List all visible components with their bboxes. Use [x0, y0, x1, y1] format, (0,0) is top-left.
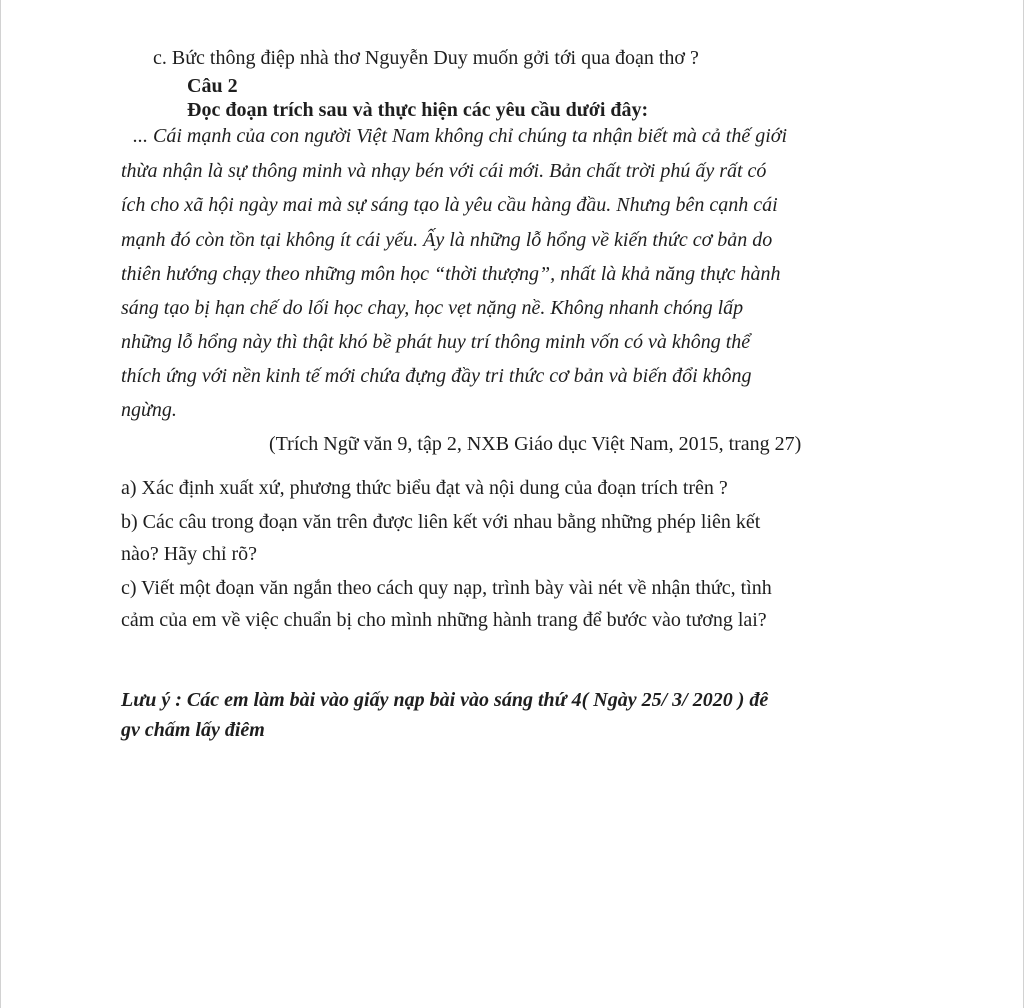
passage-line: những lỗ hổng này thì thật khó bề phát huy trí thông minh vốn có và không thể	[121, 331, 751, 353]
question-c: c) Viết một đoạn văn ngắn theo cách quy nạp, trình bày vài nét về nhận thức, tình	[121, 577, 772, 599]
question-b: b) Các câu trong đoạn văn trên được liên kết với nhau bằng những phép liên kết	[121, 511, 761, 533]
passage-line: thích ứng với nền kinh tế mới chứa đựng đầy tri thức cơ bản và biến đổi không	[121, 365, 752, 387]
question-c-continued: cảm của em về việc chuẩn bị cho mình những hành trang để bước vào tương lai?	[121, 609, 767, 631]
passage-line: ... Cái mạnh của con người Việt Nam không chỉ chúng ta nhận biết mà cả thế giới	[133, 125, 788, 147]
question-heading: Câu 2	[187, 75, 238, 97]
passage-line: ngừng.	[121, 399, 177, 421]
passage-line: ích cho xã hội ngày mai mà sự sáng tạo là yêu cầu hàng đầu. Nhưng bên cạnh cái	[121, 194, 778, 216]
question-a: a) Xác định xuất xứ, phương thức biểu đạt và nội dung của đoạn trích trên ?	[121, 477, 728, 499]
passage-line: sáng tạo bị hạn chế do lối học chay, học vẹt nặng nề. Không nhanh chóng lấp	[121, 297, 744, 319]
passage-line: mạnh đó còn tồn tại không ít cái yếu. Ấy là những lỗ hổng về kiến thức cơ bản do	[121, 229, 773, 251]
citation: (Trích Ngữ văn 9, tập 2, NXB Giáo dục Việt Nam, 2015, trang 27)	[269, 433, 802, 455]
passage-line: thiên hướng chạy theo những môn học “thời thượng”, nhất là khả năng thực hành	[121, 263, 781, 285]
passage-line: thừa nhận là sự thông minh và nhạy bén với cái mới. Bản chất trời phú ấy rất có	[121, 160, 767, 182]
note-text-continued: gv chấm lấy điêm	[121, 719, 265, 741]
item-c-text: c. Bức thông điệp nhà thơ Nguyễn Duy muốn gởi tới qua đoạn thơ ?	[153, 47, 699, 69]
instruction-text: Đọc đoạn trích sau và thực hiện các yêu cầu dưới đây:	[187, 99, 649, 121]
question-b-continued: nào? Hãy chỉ rõ?	[121, 543, 258, 565]
note-text: Lưu ý : Các em làm bài vào giấy nạp bài vào sáng thứ 4( Ngày 25/ 3/ 2020 ) đê	[121, 689, 769, 711]
